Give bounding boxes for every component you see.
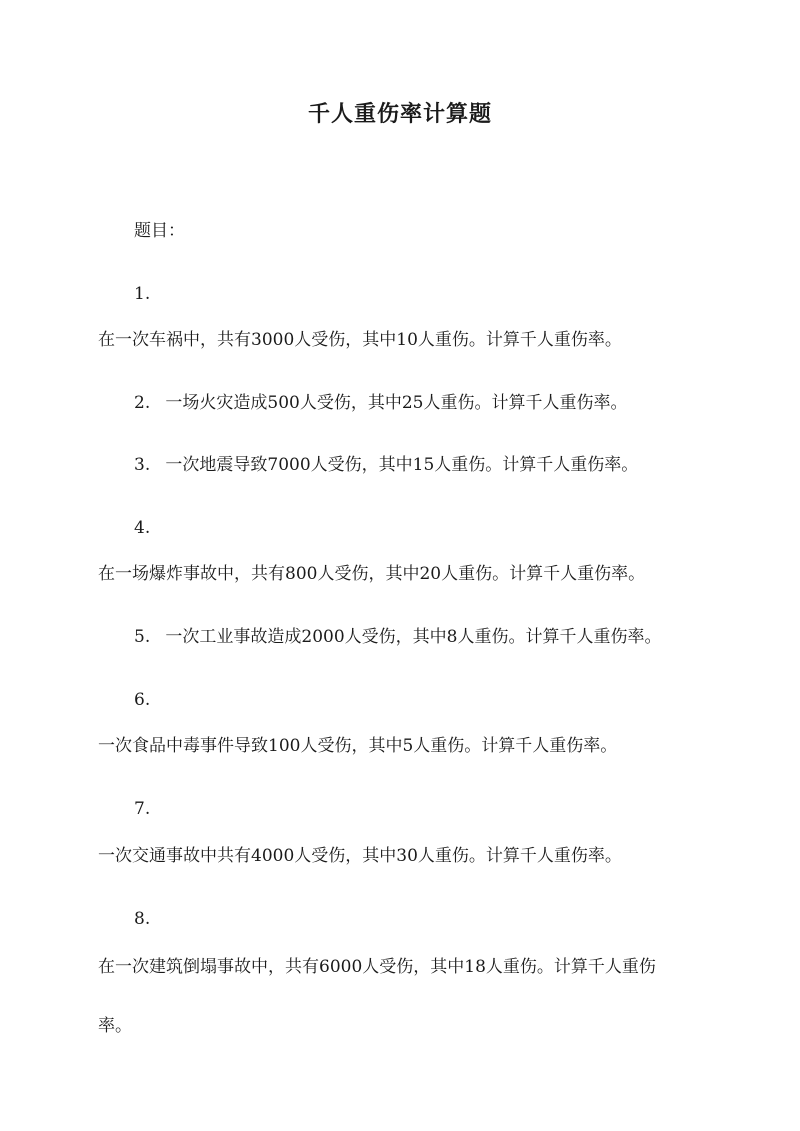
question-5-text: 一次工业事故造成2000人受伤，其中8人重伤。计算千人重伤率。 [165,627,662,647]
question-2 [134,389,628,417]
question-8-text-line-2: 率。 [98,1016,132,1036]
page-title: 千人重伤率计算题 [307,101,492,127]
question-8-text-line-1: 在一次建筑倒塌事故中，共有6000人受伤，其中18人重伤。计算千人重伤 [98,957,656,977]
question-1-number: 1. [134,284,151,304]
question-5-number: 5. [134,627,151,647]
section-label: 题目： [134,221,185,241]
question-3-text: 一次地震导致7000人受伤，其中15人重伤。计算千人重伤率。 [165,455,639,475]
question-2-text: 一场火灾造成500人受伤，其中25人重伤。计算千人重伤率。 [165,393,628,413]
question-4-number: 4. [134,518,151,538]
question-3 [134,451,638,479]
question-7-number: 7. [134,799,151,819]
question-5 [134,623,662,651]
question-7-text: 一次交通事故中共有4000人受伤，其中30人重伤。计算千人重伤率。 [98,846,622,866]
question-1-text: 在一次车祸中，共有3000人受伤，其中10人重伤。计算千人重伤率。 [98,330,622,350]
question-6-text: 一次食品中毒事件导致100人受伤，其中5人重伤。计算千人重伤率。 [98,736,618,756]
question-4-text: 在一场爆炸事故中，共有800人受伤，其中20人重伤。计算千人重伤率。 [98,564,646,584]
question-3-number: 3. [134,455,151,475]
question-8-number: 8. [134,909,151,929]
question-6-number: 6. [134,690,151,710]
question-2-number: 2. [134,393,151,413]
